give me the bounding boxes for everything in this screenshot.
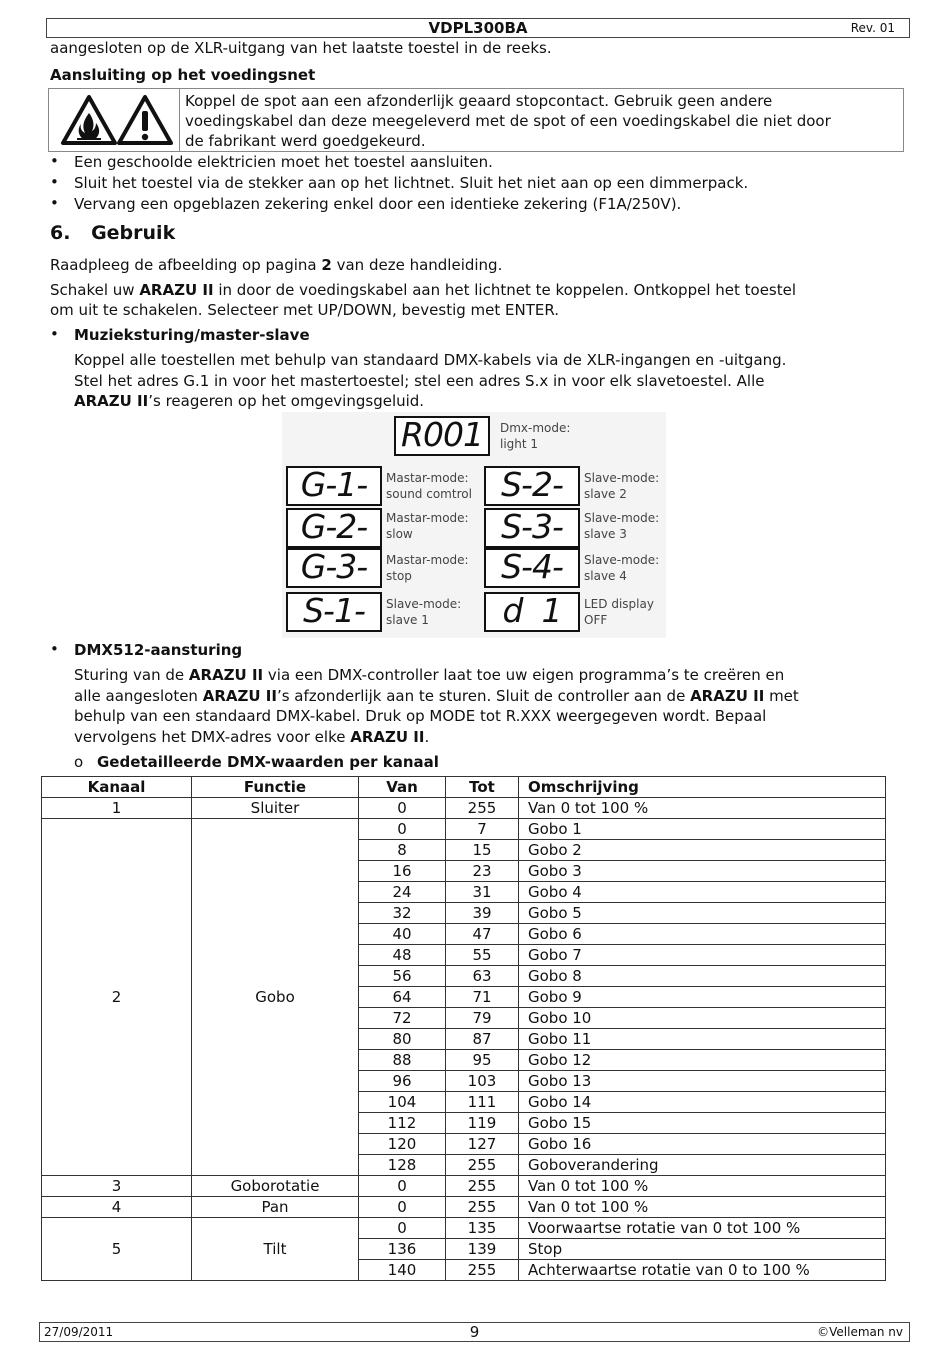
table-row: 48 55 Gobo 7 xyxy=(42,945,886,966)
table-row: 104 111 Gobo 14 xyxy=(42,1092,886,1113)
lcd-display: S-1- xyxy=(286,592,382,632)
paragraph: Stel het adres G.1 in voor het mastertoestel; stel een adres S.x in voor elk slavetoestel. Alle xyxy=(74,372,765,390)
table-row: 4 Pan 0 255 Van 0 tot 100 % xyxy=(42,1197,886,1218)
section-title: Gebruik xyxy=(91,222,176,244)
column-header: Kanaal xyxy=(42,777,192,798)
paragraph: Raadpleeg de afbeelding op pagina 2 van deze handleiding. xyxy=(50,256,503,274)
table-row: 1 Sluiter 0 255 Van 0 tot 100 % xyxy=(42,798,886,819)
page-number: 9 xyxy=(469,1323,480,1341)
mode-label: Mastar-mode: sound comtrol xyxy=(386,471,472,501)
sub-heading: Gedetailleerde DMX-waarden per kanaal xyxy=(97,753,439,771)
mode-label: Mastar-mode: stop xyxy=(386,553,469,583)
paragraph: vervolgens het DMX-adres voor elke ARAZU II. xyxy=(74,728,430,746)
list-item: Een geschoolde elektricien moet het toestel aansluiten. xyxy=(74,153,493,171)
table-row: 80 87 Gobo 11 xyxy=(42,1029,886,1050)
table-row: 8 15 Gobo 2 xyxy=(42,840,886,861)
list-item: Vervang een opgeblazen zekering enkel door een identieke zekering (F1A/250V). xyxy=(74,195,682,213)
table-row: 2 Gobo 0 7 Gobo 1 xyxy=(42,819,886,840)
table-row: 24 31 Gobo 4 xyxy=(42,882,886,903)
bullet-marker: • xyxy=(50,640,59,658)
section-number: 6. xyxy=(50,222,71,244)
paragraph: Schakel uw ARAZU II in door de voedingskabel aan het lichtnet te koppelen. Ontkoppel het toestel xyxy=(50,281,797,299)
column-header: Omschrijving xyxy=(519,777,886,798)
footer-date: 27/09/2011 xyxy=(44,1325,114,1339)
mode-label: LED display OFF xyxy=(584,597,654,627)
warning-text: Koppel de spot aan een afzonderlijk geaard stopcontact. Gebruik geen andere voedingskabel dan deze meegeleverd met de spot of een voedingskabel die niet door de fabrikant werd goedgekeurd. xyxy=(185,92,831,150)
bullet-marker: • xyxy=(50,152,59,170)
table-header-row xyxy=(42,777,886,798)
lcd-display: G-1- xyxy=(286,466,382,506)
lcd-display: G-2- xyxy=(286,508,382,548)
table-row: 96 103 Gobo 13 xyxy=(42,1071,886,1092)
mode-label: Dmx-mode: light 1 xyxy=(500,421,571,451)
lcd-display: G-3- xyxy=(286,548,382,588)
table-row: 64 71 Gobo 9 xyxy=(42,987,886,1008)
lcd-display: S-4- xyxy=(484,548,580,588)
paragraph: alle aangesloten ARAZU II’s afzonderlijk aan te sturen. Sluit de controller aan de ARAZU II met xyxy=(74,687,799,705)
dmx-heading: DMX512-aansturing xyxy=(74,641,243,659)
subheading-marker: o xyxy=(74,753,84,771)
table-row: 3 Goborotatie 0 255 Van 0 tot 100 % xyxy=(42,1176,886,1197)
table-row: 88 95 Gobo 12 xyxy=(42,1050,886,1071)
table-row: 72 79 Gobo 10 xyxy=(42,1008,886,1029)
paragraph: Sturing van de ARAZU II via een DMX-controller laat toe uw eigen programma’s te creëren en xyxy=(74,666,785,684)
paragraph: behulp van een standaard DMX-kabel. Druk op MODE tot R.XXX weergegeven wordt. Bepaal xyxy=(74,707,767,725)
lcd-display: d 1 xyxy=(484,592,580,632)
table-row: 140 255 Achterwaartse rotatie van 0 to 100 % xyxy=(42,1260,886,1281)
section-heading xyxy=(50,222,175,244)
revision-label: Rev. 01 xyxy=(850,21,895,35)
table-row: 40 47 Gobo 6 xyxy=(42,924,886,945)
mode-label: Slave-mode: slave 1 xyxy=(386,597,462,627)
column-header: Van xyxy=(359,777,446,798)
lcd-display: R001 xyxy=(394,416,490,456)
footer-copyright: ©Velleman nv xyxy=(817,1325,903,1339)
list-item: Sluit het toestel via de stekker aan op het lichtnet. Sluit het niet aan op een dimmerpack. xyxy=(74,174,749,192)
mains-heading: Aansluiting op het voedingsnet xyxy=(50,66,316,84)
intro-line: aangesloten op de XLR-uitgang van het laatste toestel in de reeks. xyxy=(50,39,552,57)
lcd-display: S-3- xyxy=(484,508,580,548)
paragraph: Koppel alle toestellen met behulp van standaard DMX-kabels via de XLR-ingangen en -uitgang. xyxy=(74,351,787,369)
table-row: 5 Tilt 0 135 Voorwaartse rotatie van 0 tot 100 % xyxy=(42,1218,886,1239)
table-row: 112 119 Gobo 15 xyxy=(42,1113,886,1134)
page-header xyxy=(46,18,910,38)
table-row: 16 23 Gobo 3 xyxy=(42,861,886,882)
warning-box xyxy=(48,88,904,152)
bullet-marker: • xyxy=(50,325,59,343)
mode-label: Slave-mode: slave 4 xyxy=(584,553,660,583)
table-row: 128 255 Goboverandering xyxy=(42,1155,886,1176)
column-header: Tot xyxy=(446,777,519,798)
warning-icons xyxy=(49,89,180,151)
column-header: Functie xyxy=(192,777,359,798)
mode-label: Slave-mode: slave 3 xyxy=(584,511,660,541)
table-row: 120 127 Gobo 16 xyxy=(42,1134,886,1155)
paragraph: om uit te schakelen. Selecteer met UP/DOWN, bevestig met ENTER. xyxy=(50,301,560,319)
document-title: VDPL300BA xyxy=(428,19,528,37)
mode-display-figure xyxy=(282,412,666,638)
page-footer xyxy=(39,1322,910,1342)
bullet-marker: • xyxy=(50,194,59,212)
table-row: 136 139 Stop xyxy=(42,1239,886,1260)
dmx-table xyxy=(41,776,886,1281)
mode-label: Mastar-mode: slow xyxy=(386,511,469,541)
music-heading: Muzieksturing/master-slave xyxy=(74,326,310,344)
mode-label: Slave-mode: slave 2 xyxy=(584,471,660,501)
fire-hazard-icon xyxy=(49,89,179,151)
paragraph: ARAZU II’s reageren op het omgevingsgeluid. xyxy=(74,392,425,410)
table-row: 56 63 Gobo 8 xyxy=(42,966,886,987)
bullet-marker: • xyxy=(50,173,59,191)
lcd-display: S-2- xyxy=(484,466,580,506)
table-row: 32 39 Gobo 5 xyxy=(42,903,886,924)
